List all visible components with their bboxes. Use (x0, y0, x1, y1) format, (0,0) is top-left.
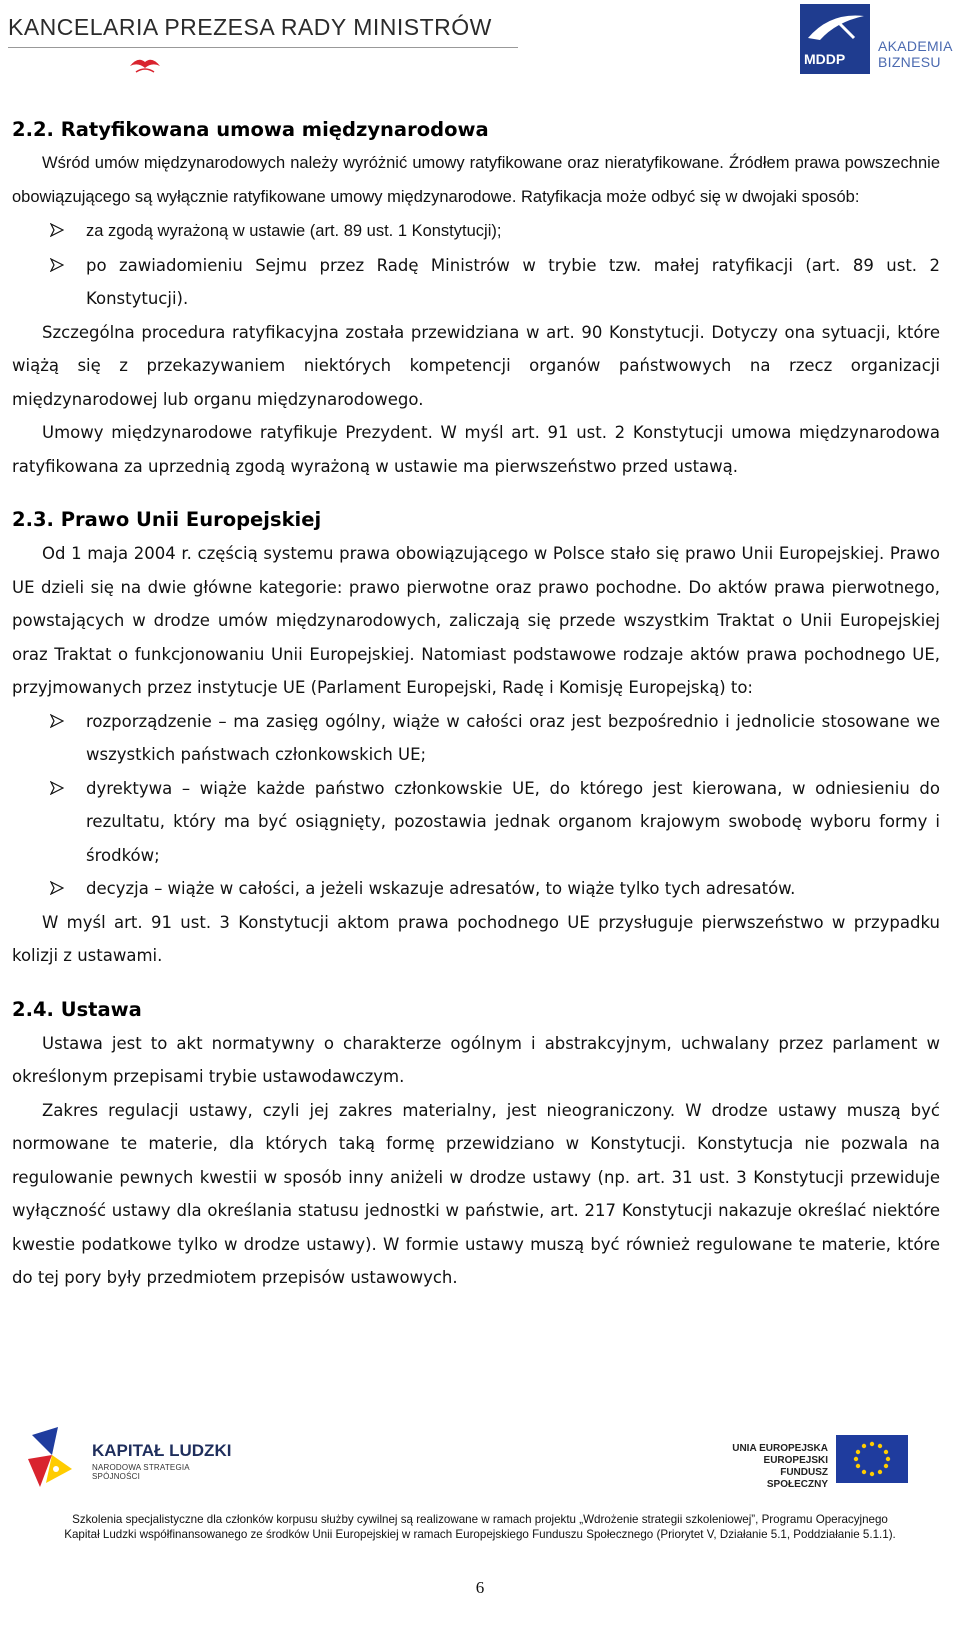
footer-logos (0, 1425, 960, 1505)
section-heading-2-4: 2.4. Ustawa (12, 997, 142, 1021)
eu-text (728, 1443, 828, 1491)
kapital-ludzki-name: KAPITAŁ LUDZKI (92, 1441, 232, 1460)
eu-text-line1: UNIA EUROPEJSKA (732, 1443, 828, 1454)
arrow-bullet-icon (50, 781, 64, 795)
paragraph: Umowy międzynarodowe ratyfikuje Prezydent. W myśl art. 91 ust. 2 Konstytucji umowa międzynarodowa ratyfikowana za uprzednią zgodą wyrażoną w ustawie ma pierwszeństwo przed ustawą. (12, 423, 940, 476)
bullet-list (12, 214, 940, 316)
list-item-text: rozporządzenie – ma zasięg ogólny, wiąże w całości oraz jest bezpośrednio i jednolicie stosowane we wszystkich państwach członkowskich UE; (86, 711, 940, 764)
eu-flag-icon (836, 1435, 908, 1483)
akademia-biznesu-text (878, 38, 953, 70)
eu-text-line2: EUROPEJSKI (763, 1455, 828, 1466)
mddp-text: MDDP (804, 51, 846, 67)
arrow-bullet-icon (50, 714, 64, 728)
eu-text-line3: FUNDUSZ SPOŁECZNY (766, 1467, 828, 1490)
kprm-logo (8, 14, 492, 41)
bullet-list (12, 705, 940, 906)
paragraph: Szczególna procedura ratyfikacyjna została przewidziana w art. 90 Konstytucji. Dotyczy ona sytuacji, które wiążą się z przekazywaniem niektórych kompetencji organów państwowych na rzecz organizacji międzynarodowej lub organu międzynarodowego. (12, 322, 940, 409)
eu-stars-icon (836, 1435, 908, 1483)
list-item-text: za zgodą wyrażoną w ustawie (art. 89 ust. 1 Konstytucji); (86, 222, 502, 240)
eu-logo (728, 1435, 953, 1495)
list-item-text: po zawiadomieniu Sejmu przez Radę Ministrów w trybie tzw. małej ratyfikacji (art. 89 ust. 2 Konstytucji). (86, 255, 940, 308)
footer-text (0, 1512, 960, 1542)
akademia-line1: AKADEMIA (878, 38, 953, 54)
paragraph: Wśród umów międzynarodowych należy wyróżnić umowy ratyfikowane oraz nieratyfikowane. Źródłem prawa powszechnie obowiązującego są wyłącznie ratyfikowane umowy międzynarodowe. Ratyfikacja może odbyć się w dwojaki sposób: (12, 154, 940, 206)
arrow-bullet-icon (50, 223, 64, 237)
kapital-ludzki-subtitle: NARODOWA STRATEGIA SPÓJNOŚCI (92, 1463, 190, 1481)
kapital-ludzki-logo (22, 1425, 232, 1497)
section-heading-2-3: 2.3. Prawo Unii Europejskiej (12, 508, 322, 531)
section-heading-2-2: 2.2. Ratyfikowana umowa międzynarodowa (12, 118, 489, 141)
mddp-logo (800, 4, 955, 74)
arrow-bullet-icon (50, 258, 64, 272)
footer-text-line2: Kapitał Ludzki współfinansowanego ze środków Unii Europejskiej w ramach Europejskiego Funduszu Społecznego (Priorytet V, Działanie 5.1, Poddziałanie 5.1.1). (64, 1528, 896, 1541)
paragraph: Od 1 maja 2004 r. częścią systemu prawa obowiązującego w Polsce stało się prawo Unii Europejskiej. Prawo UE dzieli się na dwie główne kategorie: prawo pierwotne oraz prawo pochodne. Do aktów prawa pierwotnego, powstających w drodze umów międzynarodowych, zaliczają się przede wszystkim Traktat o Unii Europejskiej oraz Traktat o funkcjonowaniu Unii Europejskiej. Natomiast podstawowe rodzaje aktów prawa pochodnego UE, przyjmowanych przez instytucje UE (Parlament Europejski, Radę i Komisję Europejską) to: (12, 544, 940, 697)
eagle-emblem-icon (128, 52, 162, 76)
list-item (12, 872, 940, 906)
page-number: 6 (475, 1578, 485, 1597)
paragraph: Ustawa jest to akt normatywny o charakterze ogólnym i abstrakcyjnym, uchwalany przez parlament w określonym przepisami trybie ustawodawczym. (12, 1033, 940, 1086)
list-item (12, 249, 940, 316)
list-item (12, 214, 940, 249)
kapital-ludzki-emblem-icon (22, 1425, 82, 1497)
footer-text-line1: Szkolenia specjalistyczne dla członków korpusu służby cywilnej są realizowane w ramach projektu „Wdrożenie strategii szkoleniowej”, Programu Operacyjnego (72, 1513, 888, 1526)
arrow-bullet-icon (50, 881, 64, 895)
akademia-line2: BIZNESU (878, 54, 941, 70)
document-body (12, 113, 940, 1295)
kprm-title: KANCELARIA PREZESA RADY MINISTRÓW (8, 14, 492, 40)
list-item (12, 705, 940, 772)
paragraph: W myśl art. 91 ust. 3 Konstytucji aktom prawa pochodnego UE przysługuje pierwszeństwo w przypadku kolizji z ustawami. (12, 912, 940, 965)
paragraph: Zakres regulacji ustawy, czyli jej zakres materialny, jest nieograniczony. W drodze ustawy muszą być normowane te materie, dla których taką formę przewidziano w Konstytucji. Konstytucja nie pozwala na regulowanie pewnych kwestii w sposób inny aniżeli w drodze ustawy (np. art. 31 ust. 3 Konstytucji przewiduje wyłączność ustawy dla określania statusu jednostki w państwie, art. 217 Konstytucji nakazuje określać niektóre kwestie podatkowe tylko w drodze ustawy). W formie ustawy muszą być również regulowane te materie, które do tej pory były przedmiotem przepisów ustawowych. (12, 1100, 940, 1287)
list-item-text: decyzja – wiąże w całości, a jeżeli wskazuje adresatów, to wiąże tylko tych adresatów. (86, 879, 796, 898)
list-item (12, 772, 940, 873)
mddp-logo-box (800, 4, 870, 74)
list-item-text: dyrektywa – wiąże każde państwo członkowskie UE, do którego jest kierowana, w odniesieniu do rezultatu, który ma być osiągnięty, pozostawia jednak organom krajowym swobodę wyboru formy i środków; (86, 778, 940, 865)
header-divider (8, 47, 518, 48)
